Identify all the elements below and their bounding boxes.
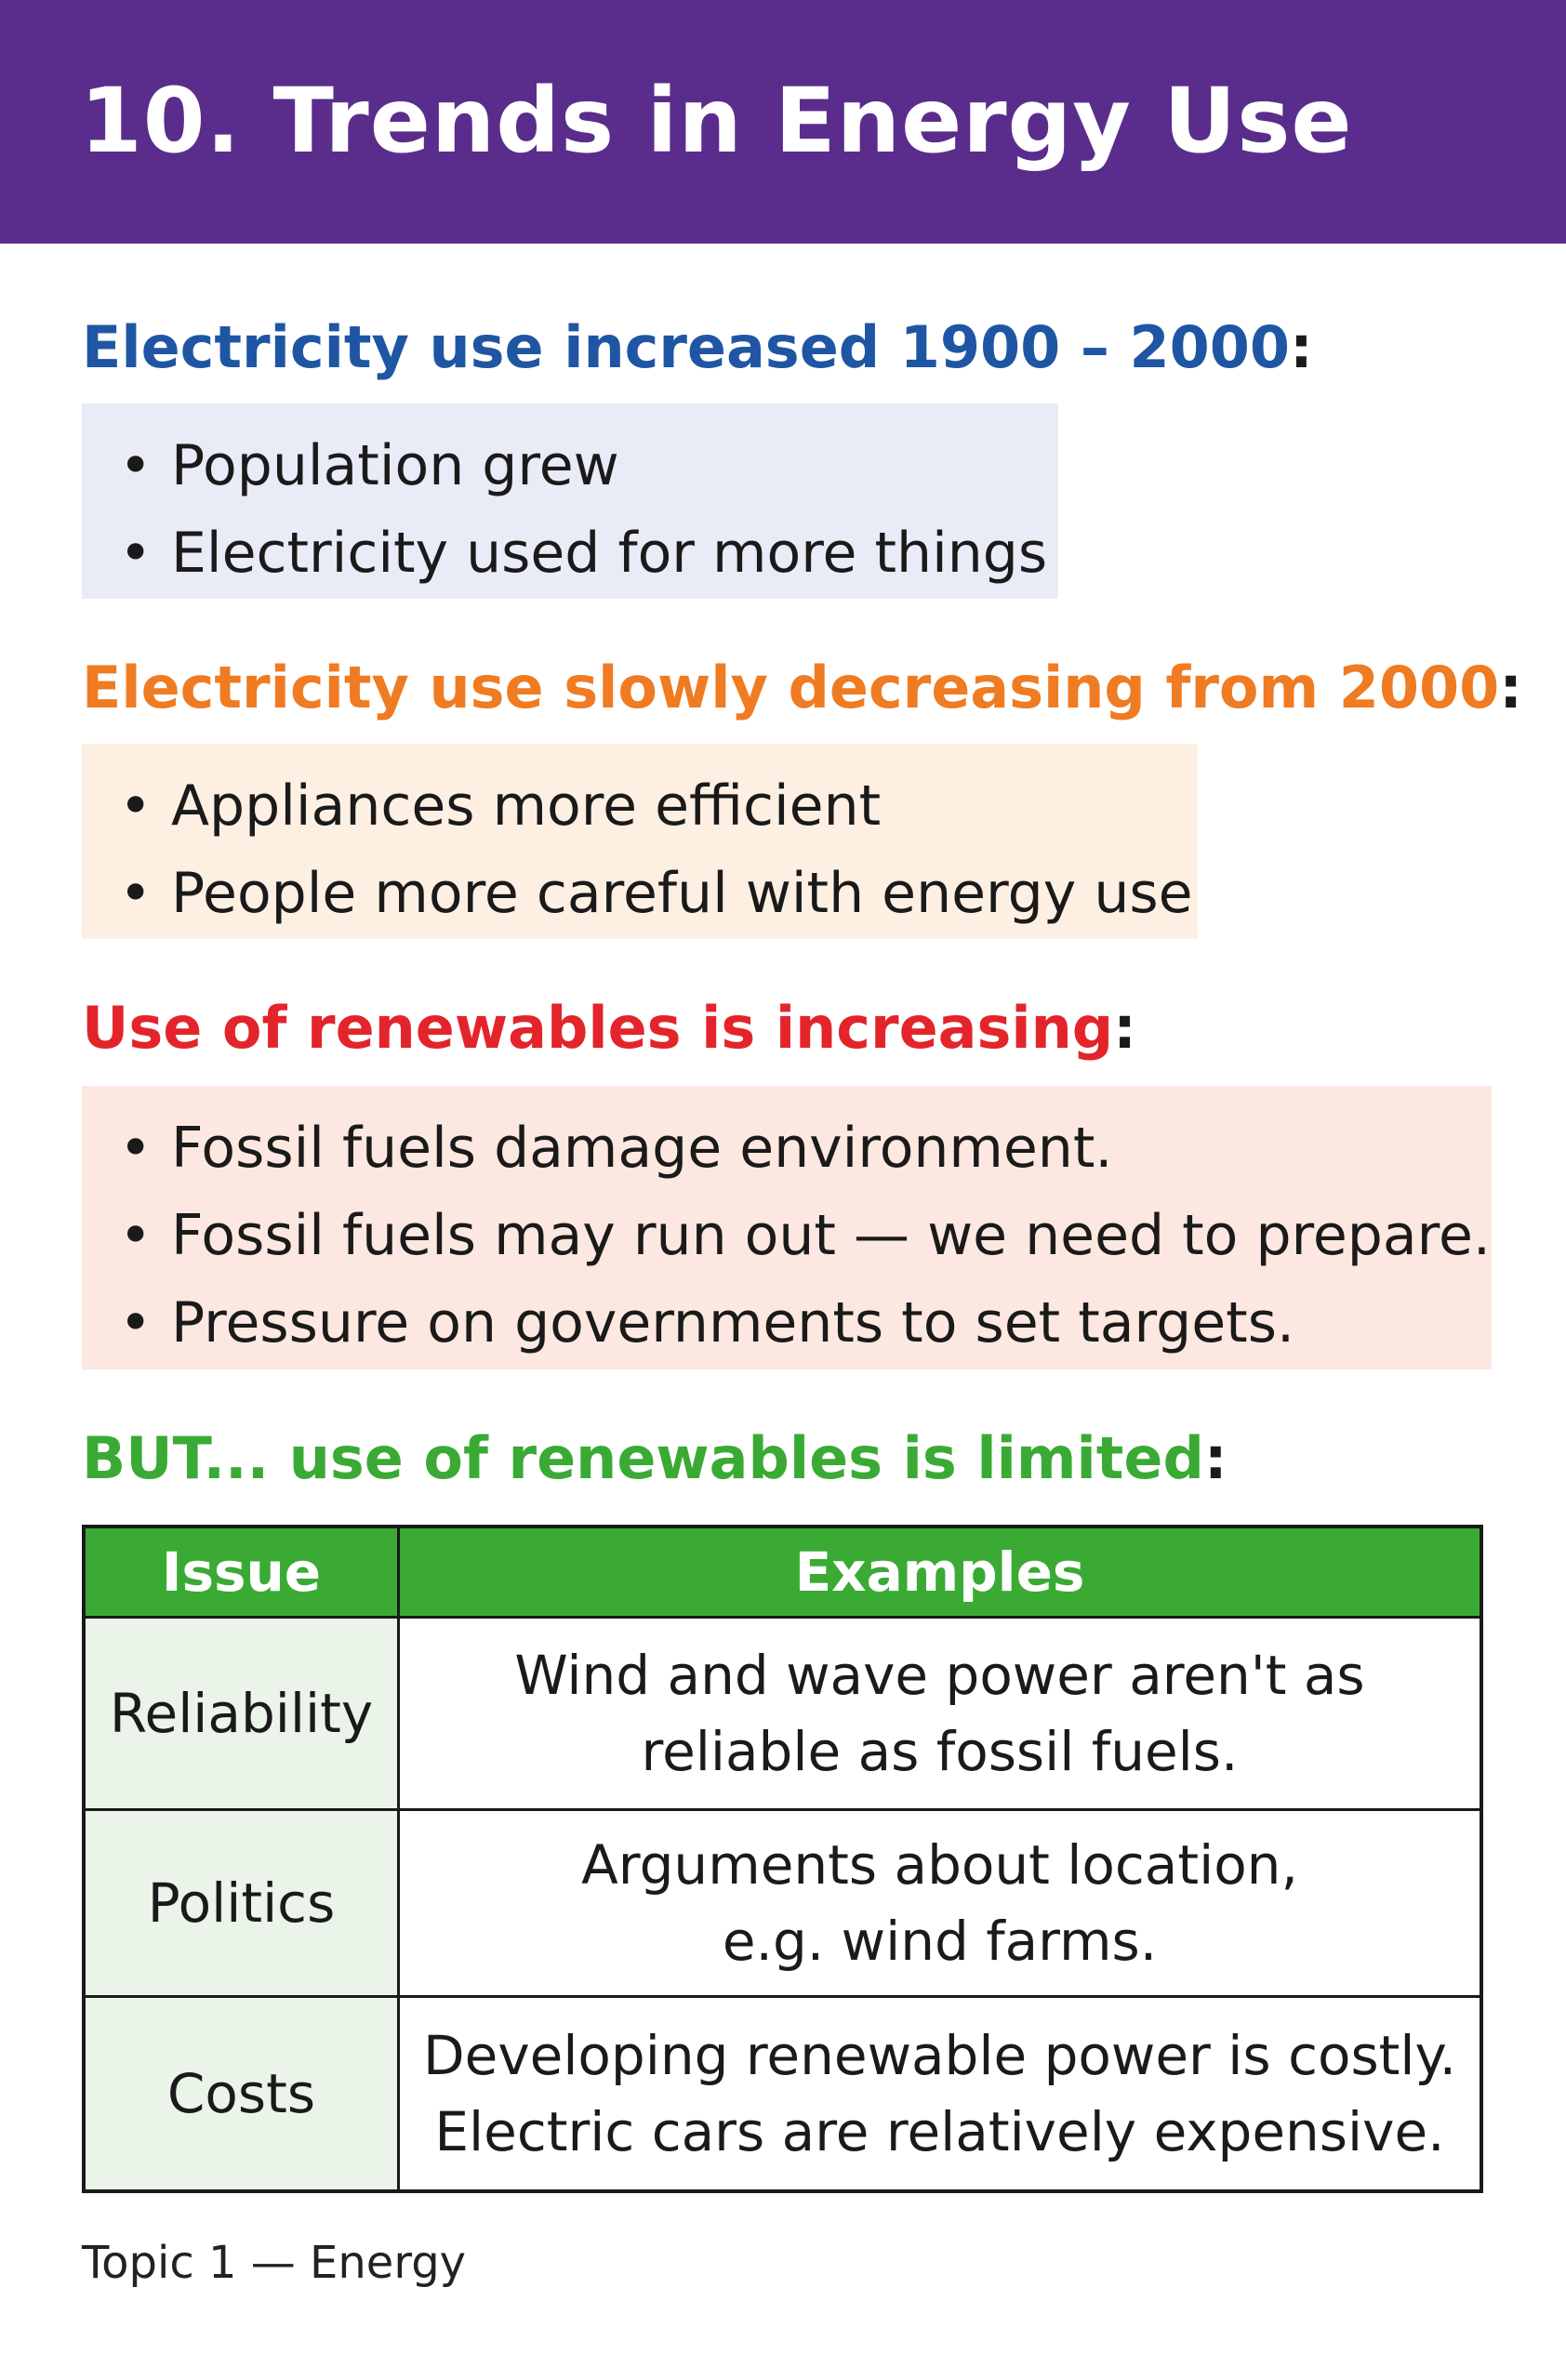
examples-cell [399,1810,1482,1997]
examples-cell [399,1618,1482,1810]
examples-cell [399,1997,1482,2192]
table-header-row [84,1527,1481,1618]
bullet-item: • People more careful with energy use [119,850,1198,937]
section-heading-increase [82,313,1313,381]
issue-cell: Reliability [84,1618,399,1810]
bullet-item: • Appliances more efficient [119,762,1198,850]
example-line: Developing renewable power is costly. [422,2024,1457,2087]
table-row [84,1997,1481,2192]
section-heading-text: Use of renewables is increasing [82,994,1114,1062]
issue-cell: Politics [84,1810,399,1997]
heading-colon: : [1290,313,1313,381]
table-row [84,1618,1481,1810]
page-title: 10. Trends in Energy Use [80,69,1353,173]
bullet-list [119,422,1058,597]
section-heading-text: BUT... use of renewables is limited [82,1424,1204,1492]
bullet-list [119,762,1198,937]
bullet-item: • Electricity used for more things [119,509,1058,597]
bullet-item: • Fossil fuels damage environment. [119,1104,1492,1192]
heading-colon: : [1113,994,1136,1062]
example-line: Wind and wave power aren't as [514,1644,1365,1707]
section-heading-renewables [82,994,1136,1062]
example-line: Electric cars are relatively expensive. [434,2100,1445,2163]
issue-cell: Costs [84,1997,399,2192]
table-row [84,1810,1481,1997]
section-heading-text: Electricity use slowly decreasing from 2000 [82,654,1500,721]
limits-table [82,1525,1483,2193]
page-footer: Topic 1 — Energy [82,2237,467,2289]
example-line: Arguments about location, [581,1833,1298,1897]
section-heading-text: Electricity use increased 1900 – 2000 [82,313,1291,381]
example-line: e.g. wind farms. [722,1910,1158,1973]
title-banner [0,0,1566,244]
heading-colon: : [1203,1424,1228,1492]
reasons-box-decrease [82,744,1198,939]
example-line: reliable as fossil fuels. [641,1720,1239,1783]
column-header-issue: Issue [84,1527,399,1618]
reasons-box-increase [82,403,1058,599]
heading-colon: : [1499,654,1523,721]
reasons-box-renewables [82,1086,1492,1369]
section-heading-decrease [82,656,1522,720]
bullet-item: • Pressure on governments to set targets. [119,1279,1492,1367]
column-header-examples: Examples [399,1527,1482,1618]
section-heading-limits [82,1424,1228,1492]
bullet-list [119,1104,1492,1367]
bullet-item: • Population grew [119,422,1058,509]
bullet-item: • Fossil fuels may run out — we need to prepare. [119,1192,1492,1279]
